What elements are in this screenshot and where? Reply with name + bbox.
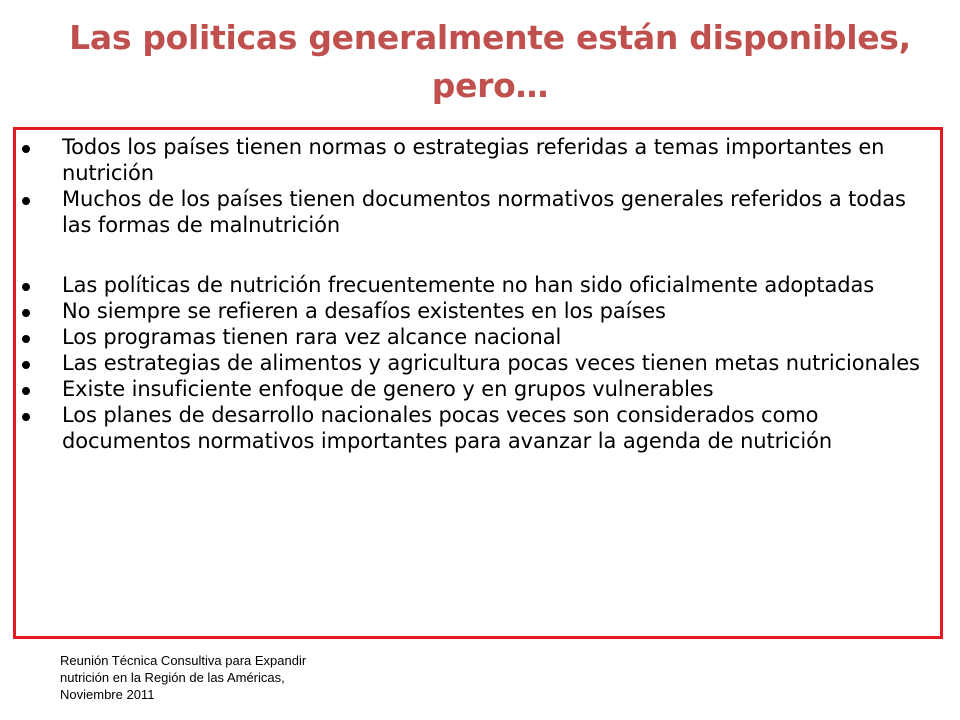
bullet-dot-icon xyxy=(22,145,30,153)
bullet-text: Los planes de desarrollo nacionales pocas veces son considerados como documentos normativos importantes para avanzar la agenda de nutrición xyxy=(62,403,833,453)
bullet-text: No siempre se refieren a desafíos existentes en los países xyxy=(62,299,666,323)
slide-title-line-1: Las politicas generalmente están disponibles, xyxy=(69,18,911,57)
bullet-dot-icon xyxy=(22,413,30,421)
bullet-item xyxy=(22,272,940,298)
bullet-content-box xyxy=(13,127,943,639)
bullet-item xyxy=(22,298,940,324)
bullet-dot-icon xyxy=(22,309,30,317)
bullet-item xyxy=(22,186,940,238)
bullet-item xyxy=(22,134,940,186)
bullet-text: Existe insuficiente enfoque de genero y en grupos vulnerables xyxy=(62,377,714,401)
bullet-text: Las estrategias de alimentos y agricultura pocas veces tienen metas nutricionales xyxy=(62,351,920,375)
bullet-item xyxy=(22,376,940,402)
bullet-item xyxy=(22,402,940,454)
bullet-text: Las políticas de nutrición frecuentemente no han sido oficialmente adoptadas xyxy=(62,273,875,297)
bullet-item xyxy=(22,350,940,376)
bullet-text: Muchos de los países tienen documentos normativos generales referidos a todas las formas de malnutrición xyxy=(62,187,906,237)
bullet-list xyxy=(22,134,940,454)
footer-note xyxy=(60,652,380,703)
bullet-dot-icon xyxy=(22,283,30,291)
bullet-text: Los programas tienen rara vez alcance nacional xyxy=(62,325,562,349)
bullet-dot-icon xyxy=(22,387,30,395)
bullet-dot-icon xyxy=(22,361,30,369)
bullet-dot-icon xyxy=(22,335,30,343)
slide-title-line-2: pero… xyxy=(431,66,549,105)
bullet-text: Todos los países tienen normas o estrategias referidas a temas importantes en nutrición xyxy=(62,135,885,185)
bullet-dot-icon xyxy=(22,197,30,205)
footer-line-2: nutrición en la Región de las Américas, xyxy=(60,670,285,685)
bullet-item xyxy=(22,324,940,350)
footer-line-3: Noviembre 2011 xyxy=(60,687,155,702)
slide-title xyxy=(40,14,940,110)
footer-line-1: Reunión Técnica Consultiva para Expandir xyxy=(60,653,307,668)
